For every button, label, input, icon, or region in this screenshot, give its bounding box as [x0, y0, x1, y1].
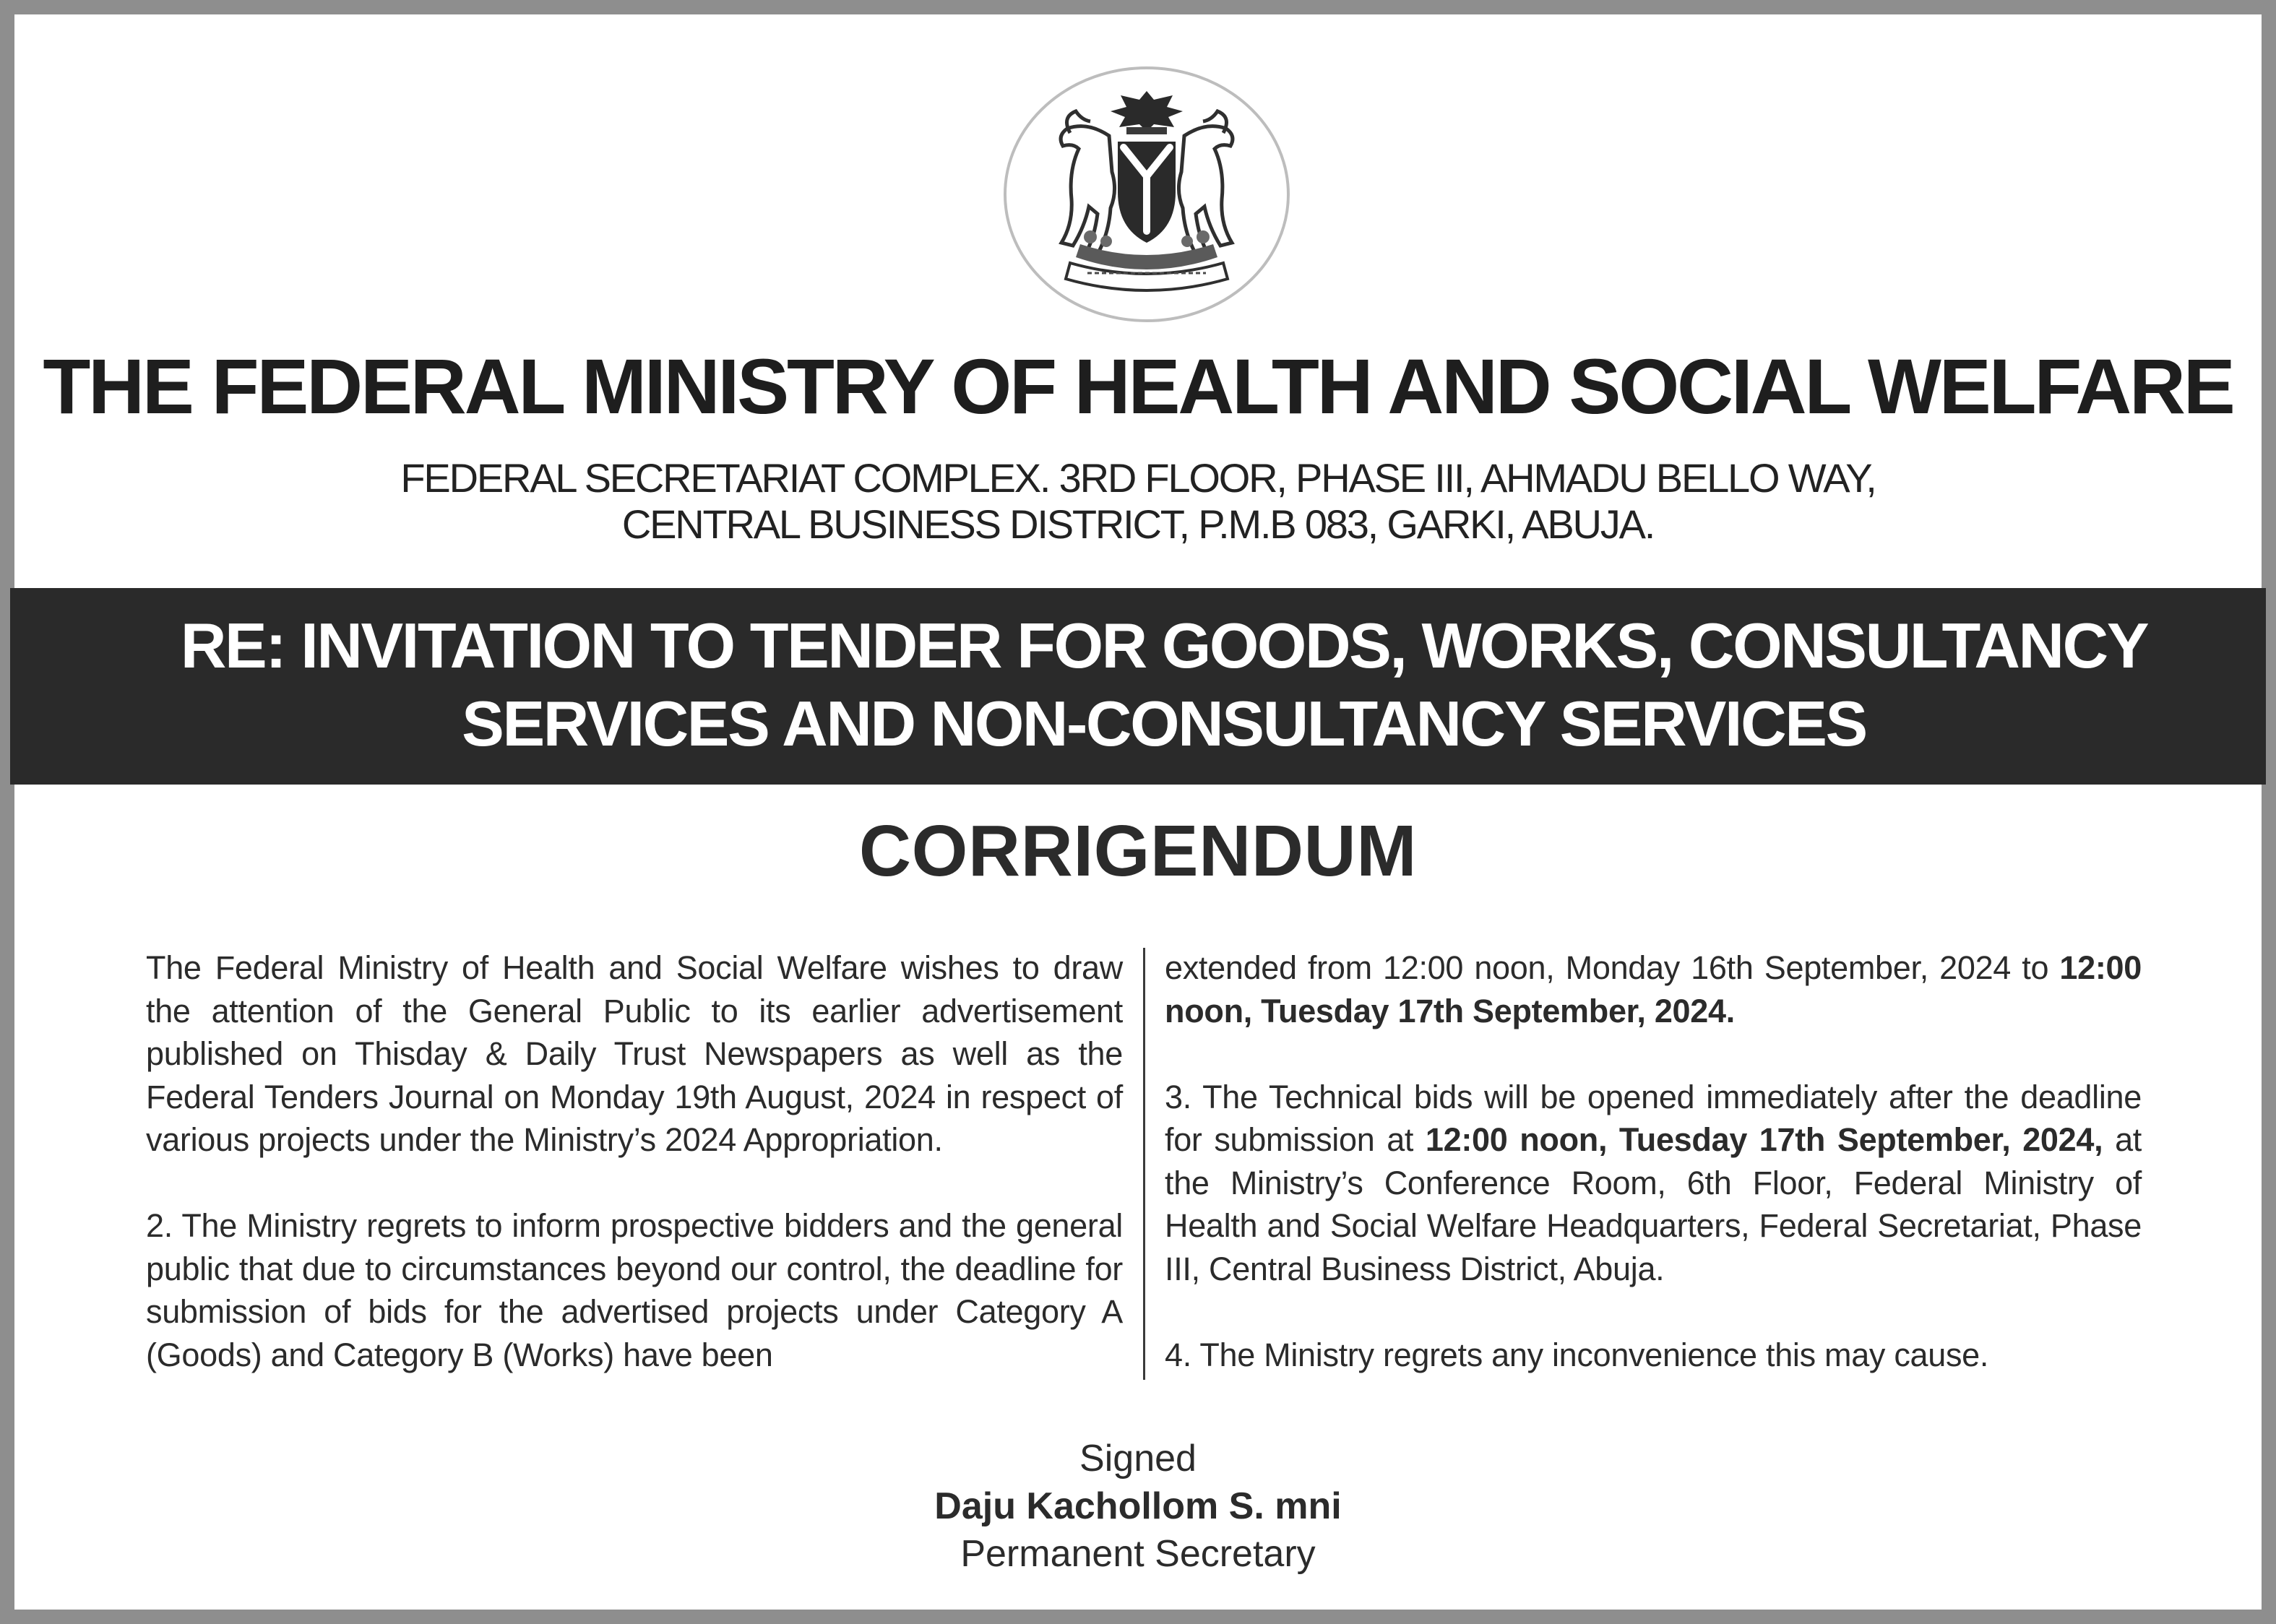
address-line-2: CENTRAL BUSINESS DISTRICT, P.M.B 083, GARKI, ABUJA.: [621, 501, 1655, 547]
paragraph-4: 4. The Ministry regrets any inconvenience this may cause.: [1165, 1336, 1989, 1373]
subject-heading: [58, 607, 2270, 763]
paragraph-3: [1165, 1076, 2142, 1291]
paragraph-3-start: 3. The Technical bids will be opened immediately after the deadline for submission at: [1165, 1078, 2142, 1158]
address-line-1: FEDERAL SECRETARIAT COMPLEX. 3RD FLOOR, PHASE III, AHMADU BELLO WAY,: [400, 455, 1876, 501]
notice-title: CORRIGENDUM: [858, 811, 1418, 891]
signatory-name: Daju Kachollom S. mni: [934, 1485, 1342, 1527]
paragraph-2: 2. The Ministry regrets to inform prospective bidders and the general public that due to circumstances beyond our control, the deadline for submission of bids for the advertised projects under Category A (Goods) and Category B (Works) have been: [146, 1207, 1123, 1373]
signature-block: [0, 1435, 2276, 1578]
opening-time: 12:00 noon, Tuesday 17th September, 2024,: [1425, 1121, 2103, 1158]
coat-of-arms-icon: [1001, 64, 1293, 325]
ministry-address: [0, 455, 2276, 548]
paragraph-3-end: at the Ministry’s Conference Room, 6th Floor, Federal Ministry of Health and Social Welfare Headquarters, Federal Secretariat, Phase III, Central Business District, Abuja.: [1165, 1121, 2142, 1287]
ministry-title: THE FEDERAL MINISTRY OF HEALTH AND SOCIAL WELFARE: [43, 342, 2233, 430]
new-deadline: 12:00 noon, Tuesday 17th September, 2024.: [1165, 949, 2142, 1029]
signatory-position: Permanent Secretary: [960, 1533, 1316, 1575]
subject-line-2: SERVICES AND NON-CONSULTANCY SERVICES: [462, 688, 1866, 759]
paragraph-1: The Federal Ministry of Health and Social Welfare wishes to draw the attention of the General Public to its earlier advertisement published on Thisday & Daily Trust Newspapers as well as the Federal Tenders Journal on Monday 19th August, 2024 in respect of various projects under the Ministry’s 2024 Appropriation.: [146, 949, 1123, 1158]
subject-line-1: RE: INVITATION TO TENDER FOR GOODS, WORKS, CONSULTANCY: [180, 610, 2148, 681]
paragraph-2-end: extended from 12:00 noon, Monday 16th September, 2024 to 12:00 noon, Tuesday 17th September, 2024.: [1165, 949, 2142, 1029]
body-column-left: [146, 946, 1123, 1376]
column-divider: [1143, 948, 1145, 1380]
body-column-right-content: [1165, 946, 2142, 1376]
signed-label: Signed: [1079, 1438, 1197, 1480]
